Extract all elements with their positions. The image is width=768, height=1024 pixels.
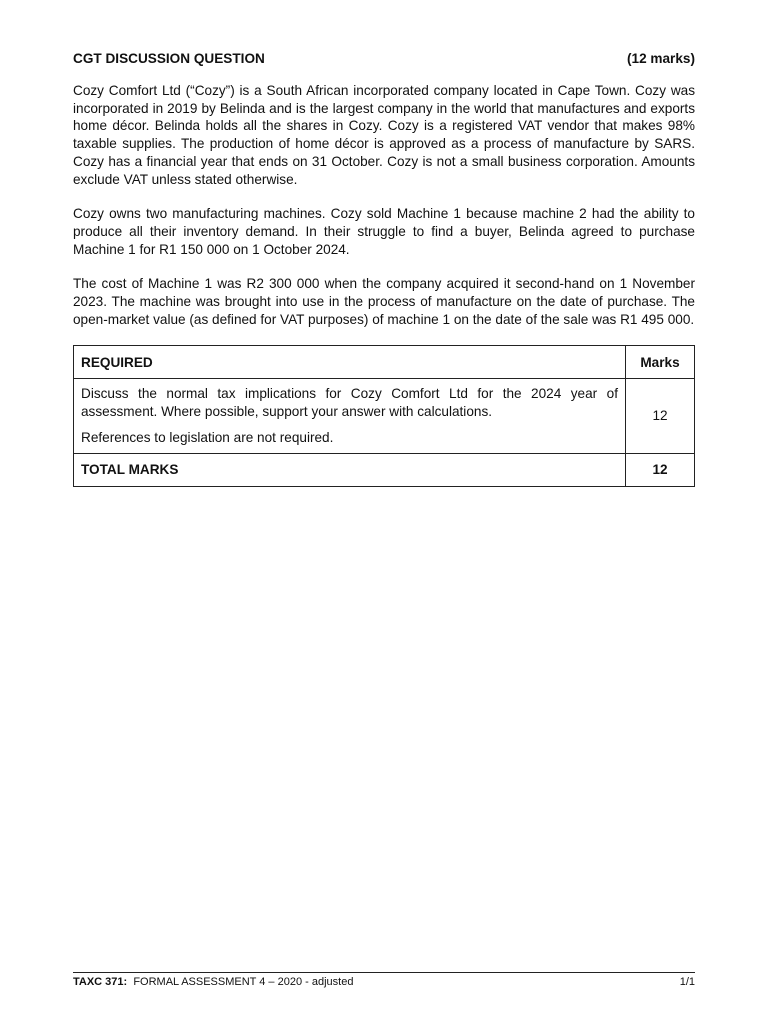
question-marks: (12 marks) — [626, 51, 695, 66]
paragraph-company-background: Cozy Comfort Ltd (“Cozy”) is a South African incorporated company located in Cape Town. Cozy was incorporated in 2019 by Belinda and is the largest company in the world that manufactures and exports home décor. Belinda holds all the shares in Cozy. Cozy is a registered VAT vendor that makes 98% taxable supplies. The production of home décor is approved as a process of manufacture by SARS. Cozy has a financial year that ends on 31 October. Cozy is not a small business corporation. Amounts exclude VAT unless stated otherwise. — [73, 83, 695, 187]
question-title: CGT DISCUSSION QUESTION — [73, 51, 265, 66]
required-table-header-row — [74, 346, 695, 379]
required-instruction-text: Discuss the normal tax implications for Cozy Comfort Ltd for the 2024 year of assessment. Where possible, support your answer with calculations. — [81, 386, 618, 420]
required-description-cell — [74, 379, 626, 453]
document-page — [73, 50, 695, 487]
question-heading — [73, 50, 695, 68]
required-table-total-row — [74, 453, 695, 486]
total-marks-cell: 12 — [626, 453, 695, 486]
footer-course — [73, 975, 353, 989]
required-note-text: References to legislation are not required. — [81, 429, 334, 445]
page-footer — [73, 972, 695, 989]
marks-header-cell: Marks — [626, 346, 695, 379]
footer-page-number: 1/1 — [679, 976, 695, 988]
required-table-body-row — [74, 379, 695, 453]
footer-assessment-title: FORMAL ASSESSMENT 4 – 2020 - adjusted — [133, 976, 354, 988]
required-table — [73, 345, 695, 486]
body-marks-cell: 12 — [626, 379, 695, 453]
required-header-cell: REQUIRED — [74, 346, 626, 379]
total-label-cell: TOTAL MARKS — [74, 453, 626, 486]
paragraph-machine-sale: Cozy owns two manufacturing machines. Cozy sold Machine 1 because machine 2 had the ability to produce all their inventory demand. In their struggle to find a buyer, Belinda agreed to purchase Machine 1 for R1 150 000 on 1 October 2024. — [73, 206, 695, 257]
footer-course-code: TAXC 371: — [73, 976, 128, 988]
paragraph-machine-cost: The cost of Machine 1 was R2 300 000 when the company acquired it second-hand on 1 November 2023. The machine was brought into use in the process of manufacture on the date of purchase. The open-market value (as defined for VAT purposes) of machine 1 on the date of the sale was R1 495 000. — [73, 276, 695, 327]
